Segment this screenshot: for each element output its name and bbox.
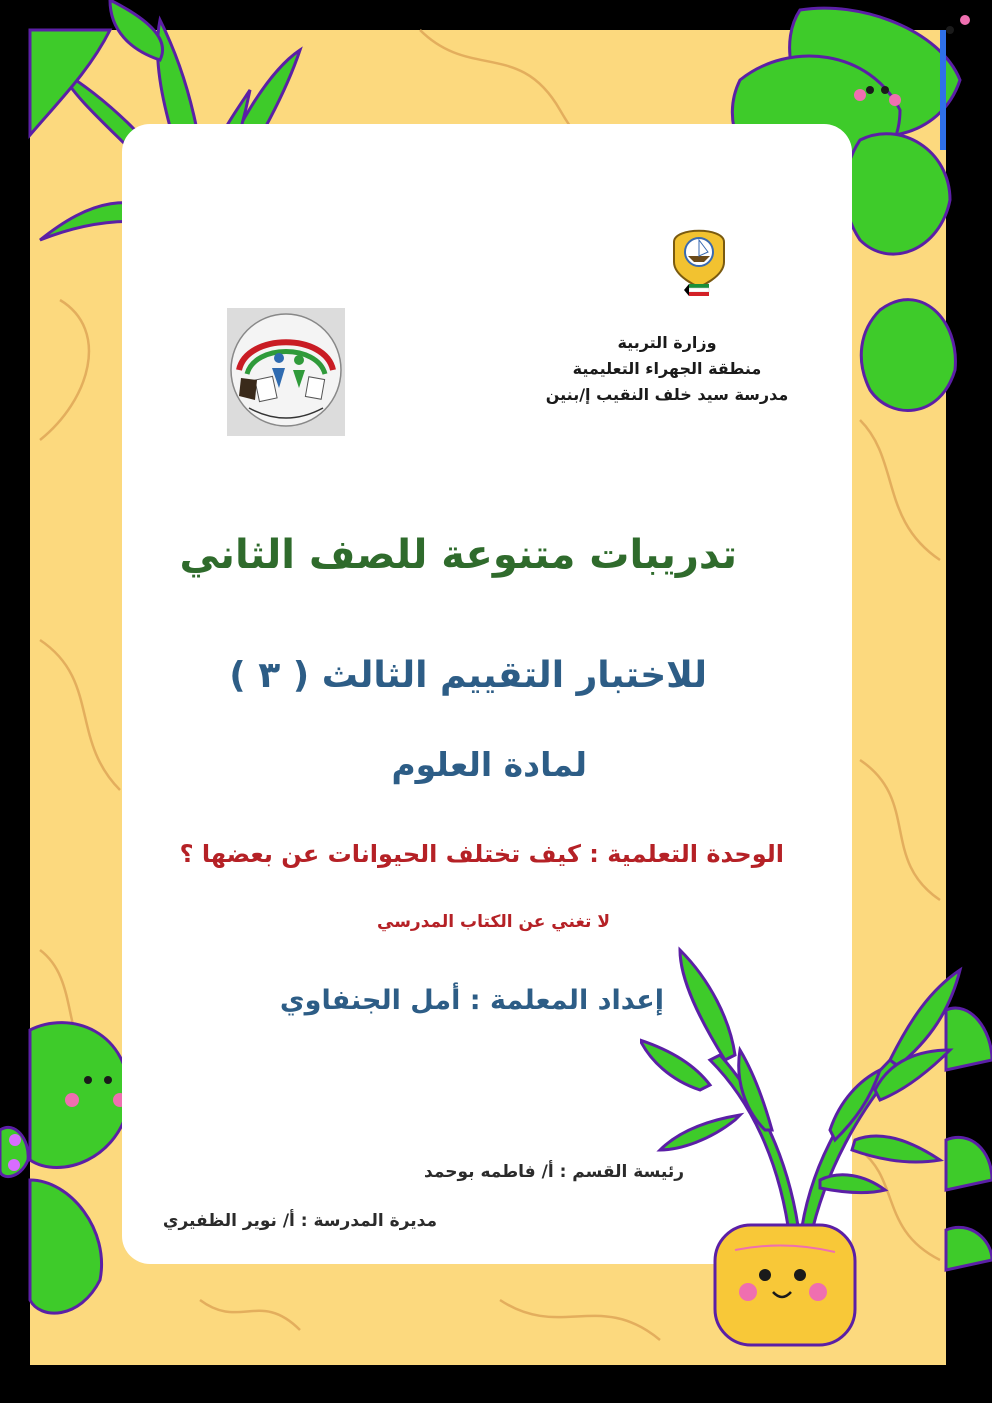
potted-plant-icon — [640, 940, 980, 1360]
main-title: تدريبات متنوعة للصف الثاني — [179, 532, 737, 578]
head-of-department: رئيسة القسم : أ/ فاطمه بوحمد — [424, 1162, 684, 1182]
school-name: مدرسة سيد خلف النقيب إ/بنين — [545, 385, 789, 404]
ministry-name: وزارة التربية — [617, 333, 717, 352]
district-name: منطقة الجهراء التعليمية — [572, 359, 762, 378]
test-title: للاختبار التقييم الثالث ( ٣ ) — [229, 655, 707, 696]
prepared-by: إعداد المعلمة : أمل الجنفاوي — [279, 985, 664, 1016]
kuwait-emblem-icon — [664, 222, 734, 304]
school-logo-icon — [227, 308, 345, 436]
ministry-header — [517, 330, 817, 408]
subject-title: لمادة العلوم — [391, 745, 587, 784]
textbook-note: لا تغني عن الكتاب المدرسي — [377, 912, 610, 932]
school-principal: مديرة المدرسة : أ/ نوير الظفيري — [162, 1211, 437, 1231]
unit-title: الوحدة التعلمية : كيف تختلف الحيوانات عن بعضها ؟ — [179, 840, 784, 868]
